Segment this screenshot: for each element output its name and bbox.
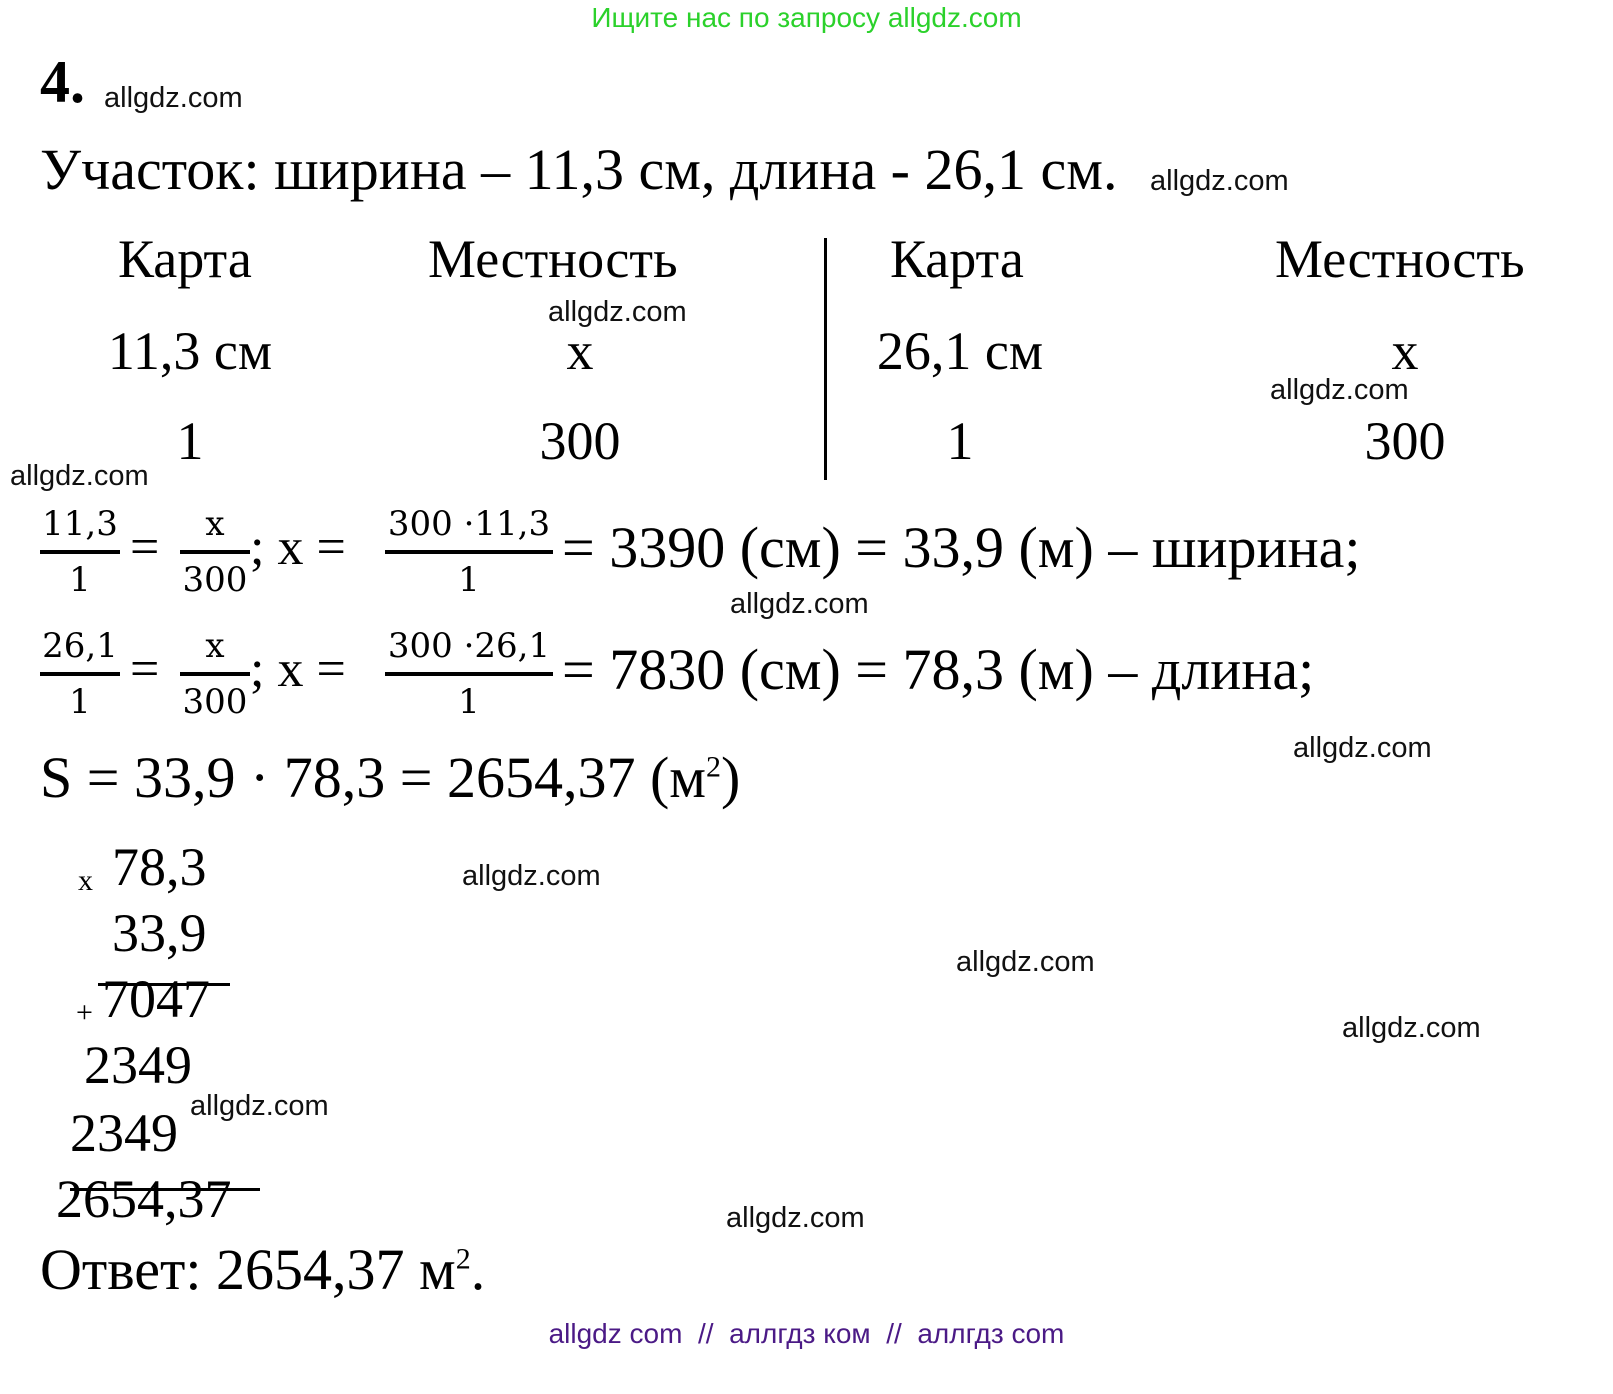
area-formula-close: ) bbox=[721, 745, 741, 810]
denominator: 300 bbox=[182, 560, 248, 600]
denominator: 1 bbox=[69, 682, 91, 722]
partial-product: 7047 bbox=[102, 969, 210, 1029]
watermark: allgdz.com bbox=[1342, 1012, 1481, 1044]
watermark: allgdz.com bbox=[462, 860, 601, 892]
watermark: allgdz.com bbox=[726, 1202, 865, 1234]
fraction-bar bbox=[385, 550, 553, 554]
numerator: 300 ·26,1 bbox=[387, 626, 551, 666]
denominator: 1 bbox=[69, 560, 91, 600]
equation-result: = 3390 (см) = 33,9 (м) – ширина; bbox=[562, 515, 1361, 580]
table-divider bbox=[824, 238, 827, 480]
fraction-bar bbox=[40, 550, 120, 554]
table-right-cell: 26,1 см bbox=[876, 321, 1044, 381]
watermark: allgdz.com bbox=[1270, 374, 1409, 406]
task-number: 4. bbox=[40, 49, 85, 115]
fraction bbox=[40, 626, 120, 722]
answer-period: . bbox=[470, 1237, 486, 1302]
equals-sign: = bbox=[130, 641, 160, 698]
fraction bbox=[180, 504, 250, 600]
numerator: 300 ·11,3 bbox=[387, 504, 551, 544]
equation-result: = 7830 (см) = 78,3 (м) – длина; bbox=[562, 637, 1315, 702]
fraction bbox=[385, 504, 553, 600]
area-formula-text: S = 33,9 · 78,3 = 2654,37 (м bbox=[40, 745, 707, 810]
table-left-cell: 1 bbox=[176, 411, 204, 471]
table-left-cell: x bbox=[566, 321, 594, 381]
fraction-bar bbox=[180, 550, 250, 554]
table-left-cell: 11,3 см bbox=[107, 321, 273, 381]
top-banner: Ищите нас по запросу allgdz.com bbox=[591, 2, 1022, 33]
table-right-header-terrain: Местность bbox=[1275, 229, 1525, 289]
multiplier: 33,9 bbox=[112, 903, 207, 963]
fraction-bar bbox=[385, 672, 553, 676]
bottom-banner: allgdz com // аллгдз ком // аллгдз com bbox=[548, 1318, 1065, 1349]
watermark: allgdz.com bbox=[190, 1090, 329, 1122]
denominator: 1 bbox=[458, 560, 480, 600]
denominator: 300 bbox=[182, 682, 248, 722]
table-left-header-map: Карта bbox=[118, 229, 252, 289]
multiplicand: 78,3 bbox=[112, 837, 207, 897]
times-sign: x bbox=[78, 864, 93, 897]
fraction-bar bbox=[180, 672, 250, 676]
superscript: 2 bbox=[455, 1242, 471, 1276]
watermark: allgdz.com bbox=[956, 946, 1095, 978]
partial-product: 2349 bbox=[70, 1103, 178, 1163]
table-left-header-terrain: Местность bbox=[428, 229, 678, 289]
numerator: x bbox=[205, 504, 225, 544]
answer-text: Ответ: 2654,37 м bbox=[40, 1237, 456, 1302]
table-right-cell: x bbox=[1391, 321, 1419, 381]
numerator: 26,1 bbox=[42, 626, 118, 666]
watermark: allgdz.com bbox=[104, 82, 243, 114]
table-right-cell: 1 bbox=[946, 411, 974, 471]
table-right-header-map: Карта bbox=[890, 229, 1024, 289]
equation-separator: ; x = bbox=[250, 641, 346, 698]
product-result: 2654,37 bbox=[56, 1169, 232, 1229]
watermark: allgdz.com bbox=[730, 588, 869, 620]
fraction bbox=[40, 504, 120, 600]
fraction-bar bbox=[40, 672, 120, 676]
watermark: allgdz.com bbox=[1293, 732, 1432, 764]
area-formula bbox=[40, 744, 740, 811]
watermark: allgdz.com bbox=[10, 460, 149, 492]
problem-condition: Участок: ширина – 11,3 см, длина - 26,1 см. bbox=[40, 137, 1118, 202]
watermark: allgdz.com bbox=[548, 296, 687, 328]
plus-sign: + bbox=[76, 996, 93, 1029]
fraction bbox=[180, 626, 250, 722]
equals-sign: = bbox=[130, 519, 160, 576]
equation-separator: ; x = bbox=[250, 519, 346, 576]
numerator: 11,3 bbox=[42, 504, 118, 544]
numerator: x bbox=[205, 626, 225, 666]
watermark: allgdz.com bbox=[1150, 165, 1289, 197]
superscript: 2 bbox=[706, 750, 722, 784]
table-right-cell: 300 bbox=[1364, 411, 1446, 471]
table-left-cell: 300 bbox=[539, 411, 621, 471]
denominator: 1 bbox=[458, 682, 480, 722]
fraction bbox=[385, 626, 553, 722]
answer bbox=[40, 1236, 485, 1303]
partial-product: 2349 bbox=[84, 1035, 192, 1095]
